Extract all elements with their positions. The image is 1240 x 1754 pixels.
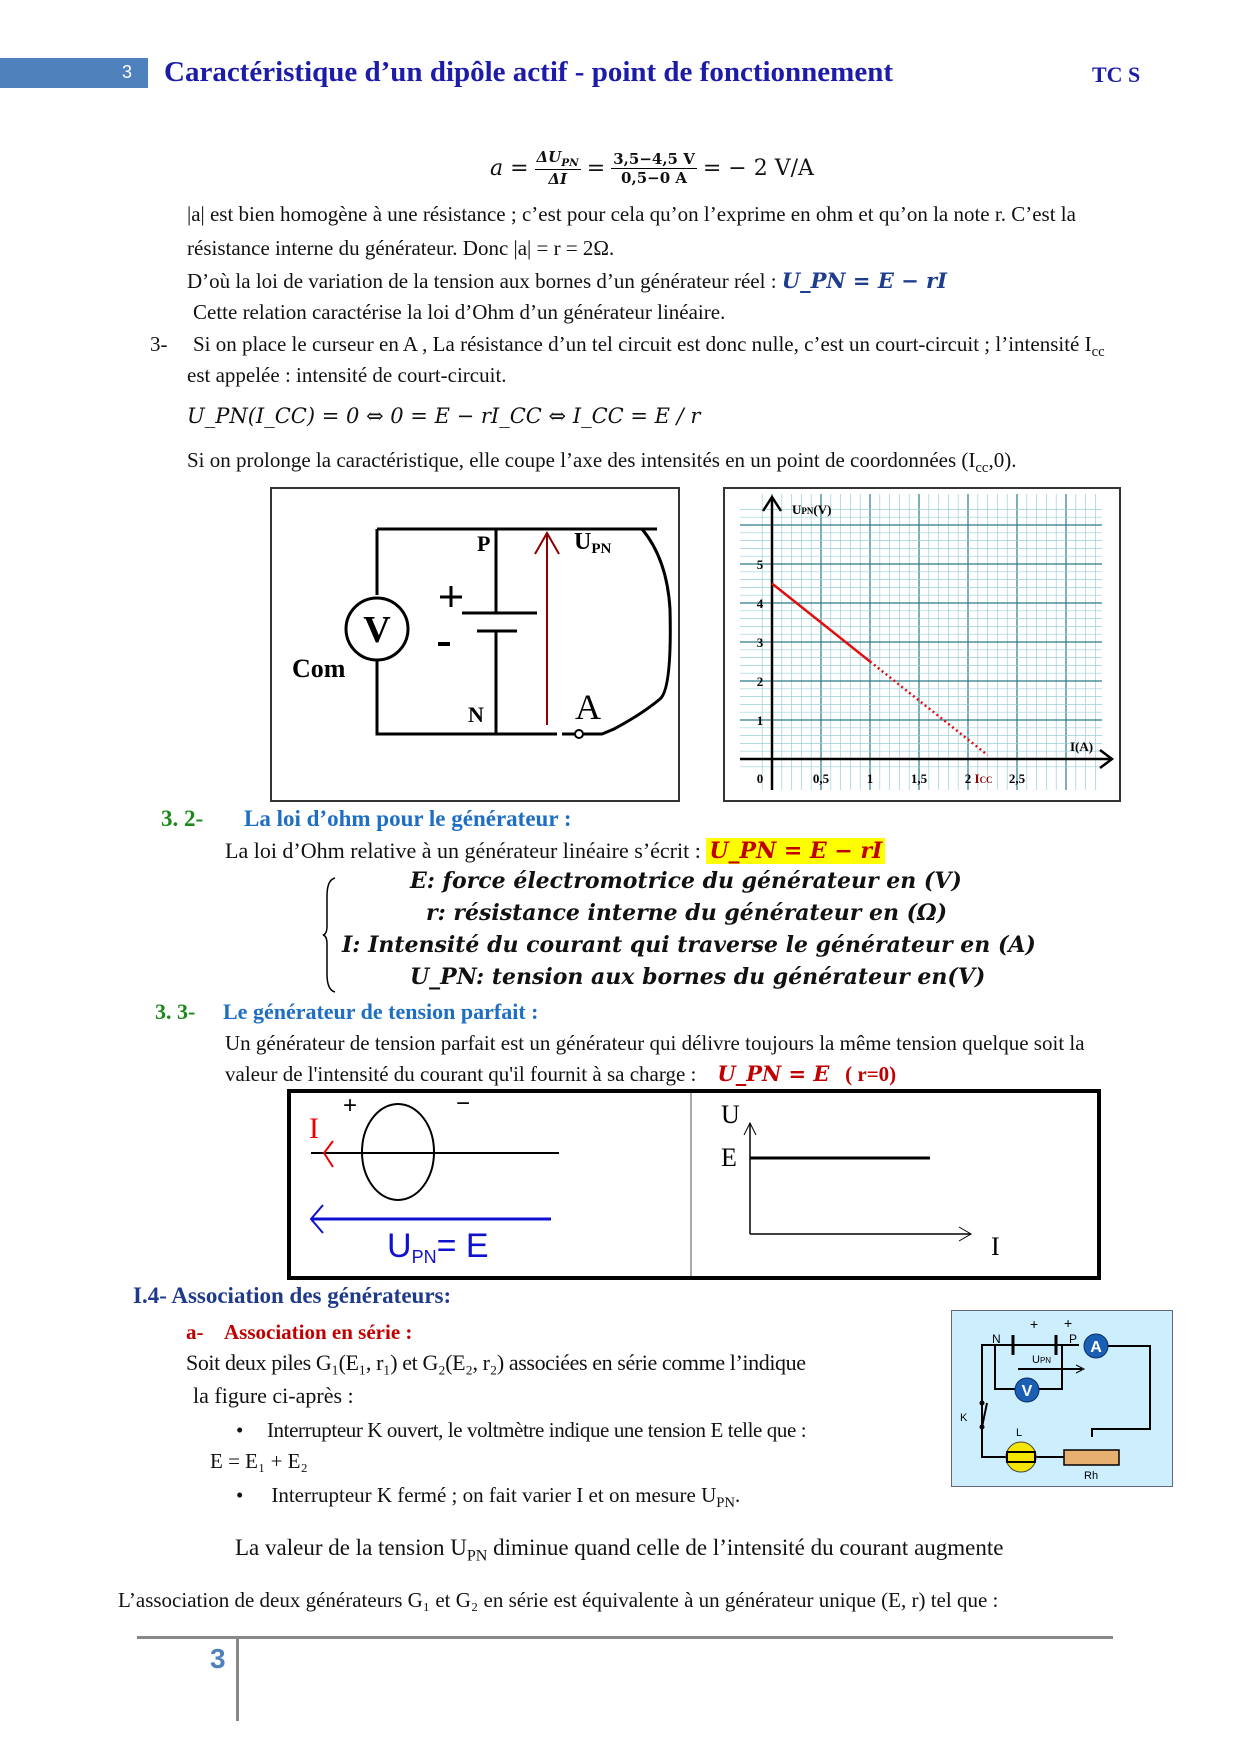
upn-eq-label [387, 1227, 489, 1267]
class-label: TC S [1092, 62, 1141, 87]
n-label: N [468, 702, 484, 727]
sec33-line2-text: valeur de l'intensité du courant qu'il fournit à sa charge : [225, 1062, 697, 1086]
y-tick-label: 1 [756, 713, 764, 728]
y-label-sub: PN [801, 506, 814, 516]
series-equivalence: L’association de deux générateurs G₁ et G₂ en série est équivalente à un générateur unique (E, r) tel que : [118, 1588, 999, 1612]
conclusion-end: diminue quand celle de l’intensité du courant augmente [487, 1535, 1004, 1560]
switch-k-label: K [960, 1412, 968, 1424]
ideal-generator-svg [291, 1093, 1097, 1276]
i-axis-label: I [991, 1232, 1000, 1261]
terminal-a [575, 730, 583, 738]
upn-label [574, 529, 612, 557]
x-axis-label: I(A) [1070, 739, 1094, 754]
sec33-line2 [225, 1061, 896, 1087]
ammeter-label: A [1090, 1339, 1102, 1356]
icc-formula: U_PN(I_CC) = 0 ⇔ 0 = E − rI_CC ⇔ I_CC = E / r [187, 404, 701, 428]
e-level-label: E [721, 1143, 737, 1172]
p2-label: P [1069, 1332, 1078, 1346]
ideal-condition: ( r=0) [845, 1062, 897, 1086]
item3-line1-text: Si on place le curseur en A , La résistance d’un tel circuit est donc nulle, c’est un court-circuit ; l’intensité I [193, 332, 1092, 356]
upn-sub: PN [591, 541, 612, 557]
bullet-1: • Interrupteur K ouvert, le voltmètre indique une tension E telle que : [236, 1418, 807, 1442]
bullet-2: • Interrupteur K fermé ; on fait varier I et on mesure $U_{PN}$. [236, 1483, 741, 1512]
upn-sub: PN [411, 1247, 437, 1267]
icc-sub: CC [979, 775, 993, 785]
num1-sub: PN [561, 157, 579, 169]
sec14-title: I.4- Association des générateurs: [133, 1283, 452, 1308]
voltmeter2-label: V [1021, 1383, 1033, 1400]
voltmeter-label: V [363, 609, 391, 651]
formula-a: a = $\Delta U_{PN}$ ΔI = $\frac{3,5-4,5 V}{0,5-0 A}$ = − 2 V/A [490, 148, 814, 188]
icc-sub2: cc [975, 460, 989, 477]
x-tick-label: 2 [964, 771, 972, 786]
para1-line1: |a| est bien homogène à une résistance ; c’est pour cela qu’on l’exprime en ohm et qu’on la note r. C’est la [187, 202, 1076, 226]
y-label-unit: (V) [813, 502, 832, 517]
def-upn: U_PN: tension aux bornes du générateur en(V) [410, 964, 986, 990]
x-tick-label: 0 [756, 771, 764, 786]
conclusion [235, 1535, 1003, 1566]
item3-line1 [193, 332, 1105, 361]
n2-label: N [992, 1332, 1001, 1346]
p-label: P [477, 531, 491, 556]
num2: 3,5−4,5 V [613, 149, 695, 168]
plus-label: + [343, 1093, 358, 1119]
upn2-sub: PN [1039, 1356, 1052, 1365]
upn-law-formula: U_PN = E − rI [781, 268, 947, 293]
para1-line3 [187, 268, 947, 294]
com-label: Com [292, 654, 346, 683]
lamp-label: L [1016, 1427, 1023, 1439]
den2: 0,5−0 A [621, 168, 688, 187]
u-axis-label: U [721, 1100, 740, 1129]
ohm-law-highlight: U_PN = E − rI [706, 838, 885, 864]
x-tick-label: 1 [866, 771, 874, 786]
a-label: A [575, 687, 601, 727]
def-r: r: résistance interne du générateur en (Ω) [426, 900, 948, 926]
ideal-generator-figure [287, 1089, 1101, 1280]
upn-eq: = E [436, 1227, 489, 1265]
y-tick-label: 5 [756, 557, 764, 572]
rh-label: Rh [1084, 1470, 1099, 1482]
def-e: E: force électromotrice du générateur en (V) [410, 868, 962, 894]
den1: ΔI [548, 170, 567, 188]
para1-line2: résistance interne du générateur. Donc |a| = r = 2Ω. [187, 236, 615, 260]
series-circuit-diagram [951, 1310, 1173, 1487]
sec14a-title: Association en série : [224, 1320, 413, 1344]
footer-rule [137, 1636, 1113, 1639]
rheostat [1064, 1450, 1119, 1465]
item3-line3 [187, 448, 1016, 477]
sec32-intro-text: La loi d’Ohm relative à un générateur linéaire s’écrit : [225, 838, 701, 863]
item3-line3-text: Si on prolonge la caractéristique, elle coupe l’axe des intensités en un point de coordonnées (I [187, 448, 976, 472]
circuit-diagram [270, 487, 680, 802]
characteristic-chart [723, 487, 1121, 802]
conclusion-sub: PN [466, 1547, 488, 1565]
sec33-number: 3. 3- [155, 999, 196, 1024]
footer-page-number: 3 [210, 1643, 226, 1674]
sec32-intro [225, 838, 885, 864]
sec32-title: La loi d’ohm pour le générateur : [244, 806, 572, 831]
sec14a-number: a- [186, 1320, 204, 1344]
icc-sub: cc [1091, 344, 1105, 361]
footer-vertical-rule [236, 1639, 239, 1721]
x-tick-label: 2,5 [1008, 771, 1026, 786]
ideal-formula: U_PN = E [717, 1061, 830, 1086]
plus1-label: + [1030, 1316, 1039, 1332]
bullet2-text: Interrupteur K fermé ; on fait varier I et on mesure U [271, 1483, 717, 1507]
def-i: I: Intensité du courant qui traverse le générateur en (A) [342, 932, 1036, 958]
bullet2-end: . [735, 1483, 741, 1507]
circuit-svg [272, 489, 678, 800]
x-tick-label: 0,5 [812, 771, 830, 786]
page-title: Caractéristique d’un dipôle actif - point de fonctionnement [164, 56, 893, 88]
bullet1-text: Interrupteur K ouvert, le voltmètre indique une tension E telle que : [266, 1418, 807, 1442]
item3-number: 3- [150, 332, 168, 356]
conclusion-text: La valeur de la tension U [235, 1535, 467, 1560]
series-circuit-svg [952, 1311, 1172, 1486]
para1-line4: Cette relation caractérise la loi d’Ohm d’un générateur linéaire. [193, 300, 726, 324]
sec32-number: 3. 2- [161, 806, 204, 831]
sum-equation: E = E₁ + E₂ [210, 1449, 308, 1473]
header-page-number: 3 [122, 62, 133, 82]
sec33-line1: Un générateur de tension parfait est un générateur qui délivre toujours la même tension quelque soit la [225, 1031, 1085, 1055]
x-tick-label: 1,5 [910, 771, 928, 786]
item3-line2: est appelée : intensité de court-circuit. [187, 363, 507, 387]
plus2-label: + [1064, 1315, 1073, 1331]
formula-lhs: a = [490, 155, 529, 181]
upn2-u: U [1032, 1354, 1040, 1366]
sec14-line2: la figure ci-après : [193, 1383, 354, 1408]
item3-line3-end: ,0). [988, 448, 1017, 472]
y-label-u: U [792, 502, 802, 517]
sec33-title: Le générateur de tension parfait : [223, 999, 539, 1024]
upn2-label [1032, 1354, 1051, 1366]
para1-line3-text: D’où la loi de variation de la tension aux bornes d’un générateur réel : [187, 269, 777, 293]
icc-i: I [974, 771, 980, 786]
formula-result: = − 2 V/A [702, 155, 814, 181]
num1: ΔU [536, 148, 562, 166]
chart-svg [725, 489, 1119, 800]
upn-u: U [574, 529, 592, 555]
y-tick-label: 3 [756, 635, 764, 650]
brace [322, 876, 338, 994]
current-label: I [309, 1112, 319, 1145]
y-tick-label: 4 [756, 596, 764, 611]
upn-u: U [387, 1227, 412, 1265]
sec14-line1: Soit deux piles G₁(E₁, r₁) et G₂(E₂, r₂) associées en série comme l’indique [186, 1350, 806, 1375]
minus-label: − [456, 1093, 471, 1117]
y-tick-label: 2 [756, 674, 764, 689]
bullet2-sub: PN [716, 1495, 736, 1512]
